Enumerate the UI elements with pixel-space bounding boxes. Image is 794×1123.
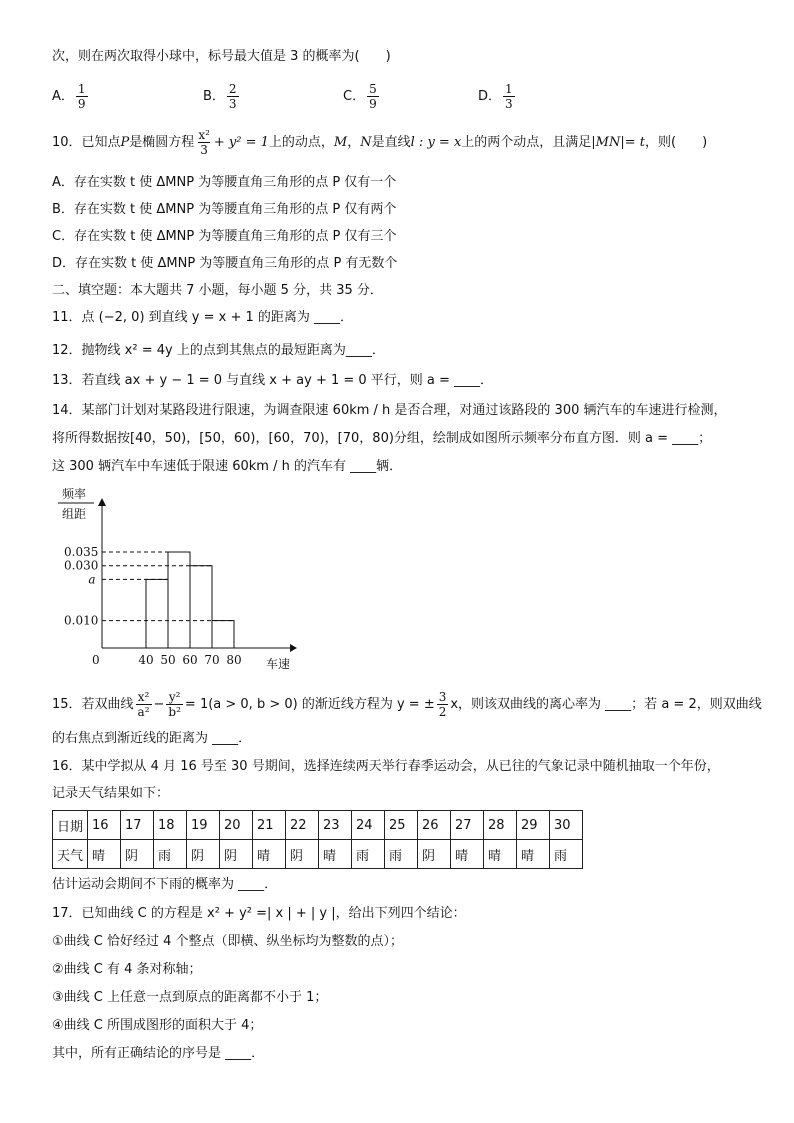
q17-item-1: ①曲线 C 恰好经过 4 个整点（即横、纵坐标均为整数的点）； <box>52 934 404 949</box>
q15-line2: 的右焦点到渐近线的距离为 ____． <box>52 731 252 746</box>
x-tick-label: 70 <box>204 653 220 667</box>
q10-option-a: A．存在实数 t 使 ΔMNP 为等腰直角三角形的点 P 仅有一个 <box>52 175 397 190</box>
table-cell: 29 <box>517 811 550 840</box>
q16-line2: 记录天气结果如下： <box>52 786 170 801</box>
x-axis-label: 车速 <box>266 657 291 671</box>
table-cell: 21 <box>253 811 286 840</box>
histogram-bar <box>168 552 190 648</box>
table-cell: 23 <box>319 811 352 840</box>
table-cell: 阴 <box>220 840 253 869</box>
table-cell: 阴 <box>418 840 451 869</box>
y-axis-arrow-icon <box>98 498 106 506</box>
q14-line1: 14．某部门计划对某路段进行限速，为调查限速 60km / h 是否合理，对通过该路段的 300 辆汽车的车速进行检测， <box>52 403 727 418</box>
y-tick-label: 0.035 <box>64 545 99 559</box>
table-cell: 25 <box>385 811 418 840</box>
table-cell: 阴 <box>187 840 220 869</box>
table-cell: 雨 <box>352 840 385 869</box>
q9-option-d: D． $\frac{1}{3}$ <box>478 82 513 111</box>
q10-option-b: B．存在实数 t 使 ΔMNP 为等腰直角三角形的点 P 仅有两个 <box>52 202 397 217</box>
frequency-histogram <box>52 486 312 676</box>
q15-line1: 15．若双曲线 $\frac{\text{x²}}{\text{a²}}$ − $\frac{\text{y²}}{\text{b²}}$ = 1(a > 0, b > 0) 的渐近线方程为 y = ± $\frac{3}{2}$ x，则该双曲线的离心率为 ____；若 a = 2，则双曲线 <box>52 690 762 719</box>
y-tick-label: a <box>88 572 96 587</box>
table-row-dates <box>53 811 583 840</box>
table-cell: 晴 <box>253 840 286 869</box>
x-axis-arrow-icon <box>290 644 297 652</box>
table-cell: 晴 <box>88 840 121 869</box>
q17-conclusion: 其中，所有正确结论的序号是 ____． <box>52 1046 265 1061</box>
y-tick-label: 0.030 <box>64 558 99 573</box>
q16-line1: 16．某中学拟从 4 月 16 号至 30 号期间，选择连续两天举行春季运动会，从已往的气象记录中随机抽取一个年份， <box>52 759 720 774</box>
table-header-date: 日期 <box>53 811 88 840</box>
table-cell: 20 <box>220 811 253 840</box>
q9-stem: 次，则在两次取得小球中，标号最大值是 3 的概率为( ) <box>52 49 391 64</box>
y-label-top: 频率 <box>62 487 87 501</box>
table-row-weather <box>53 840 583 869</box>
q12: 12．抛物线 x² = 4y 上的点到其焦点的最短距离为____． <box>52 343 385 358</box>
table-cell: 26 <box>418 811 451 840</box>
q9-option-c: C． $\frac{5}{9}$ <box>343 82 377 111</box>
table-cell: 雨 <box>385 840 418 869</box>
q16-line3: 估计运动会期间不下雨的概率为 ____． <box>52 877 278 892</box>
q10-option-c: C．存在实数 t 使 ΔMNP 为等腰直角三角形的点 P 仅有三个 <box>52 229 397 244</box>
table-cell: 阴 <box>286 840 319 869</box>
q17-item-4: ④曲线 C 所围成图形的面积大于 4； <box>52 1018 263 1033</box>
table-header-weather: 天气 <box>53 840 88 869</box>
x-tick-label: 60 <box>182 653 198 667</box>
q10-stem: 10．已知点P是椭圆方程 $\frac{\text{x²}}{3}$ + y² = 1上的动点，M，N是直线l : y = x上的两个动点，且满足|MN|= t，则( ) <box>52 128 708 157</box>
histogram-bar <box>146 579 168 648</box>
origin-label: 0 <box>92 653 100 667</box>
q14-line3: 这 300 辆汽车中车速低于限速 60km / h 的汽车有 ____辆． <box>52 459 403 474</box>
table-cell: 22 <box>286 811 319 840</box>
table-cell: 30 <box>550 811 583 840</box>
q14-line2: 将所得数据按[40，50)，[50，60)，[60，70)，[70，80)分组，绘制成如图所示频率分布直方图．则 a = ____； <box>52 431 712 446</box>
table-cell: 28 <box>484 811 517 840</box>
histogram-bar <box>212 621 234 648</box>
table-cell: 雨 <box>154 840 187 869</box>
q11: 11．点 (−2, 0) 到直线 y = x + 1 的距离为 ____． <box>52 310 354 325</box>
table-cell: 18 <box>154 811 187 840</box>
x-tick-label: 80 <box>226 653 242 667</box>
q9-option-a: A． $\frac{1}{9}$ <box>52 82 86 111</box>
table-cell: 晴 <box>451 840 484 869</box>
q13: 13．若直线 ax + y − 1 = 0 与直线 x + ay + 1 = 0 平行，则 a = ____． <box>52 373 494 388</box>
table-cell: 晴 <box>517 840 550 869</box>
table-cell: 17 <box>121 811 154 840</box>
table-cell: 16 <box>88 811 121 840</box>
table-cell: 晴 <box>484 840 517 869</box>
table-cell: 晴 <box>319 840 352 869</box>
weather-table <box>52 810 583 869</box>
table-cell: 雨 <box>550 840 583 869</box>
y-tick-label: 0.010 <box>64 613 99 628</box>
table-cell: 27 <box>451 811 484 840</box>
x-tick-label: 50 <box>160 653 176 667</box>
q17-item-3: ③曲线 C 上任意一点到原点的距离都不小于 1； <box>52 990 328 1005</box>
y-label-bottom: 组距 <box>62 507 87 521</box>
histogram-bar <box>190 566 212 648</box>
q9-option-b: B． $\frac{2}{3}$ <box>203 82 237 111</box>
table-cell: 19 <box>187 811 220 840</box>
section-heading: 二、填空题：本大题共 7 小题，每小题 5 分，共 35 分． <box>52 283 383 298</box>
table-cell: 阴 <box>121 840 154 869</box>
q10-option-d: D．存在实数 t 使 ΔMNP 为等腰直角三角形的点 P 有无数个 <box>52 256 398 271</box>
x-tick-label: 40 <box>138 653 154 667</box>
q17-line1: 17．已知曲线 C 的方程是 x² + y² =| x | + | y |，给出下列四个结论： <box>52 906 466 921</box>
q17-item-2: ②曲线 C 有 4 条对称轴； <box>52 962 202 977</box>
table-cell: 24 <box>352 811 385 840</box>
